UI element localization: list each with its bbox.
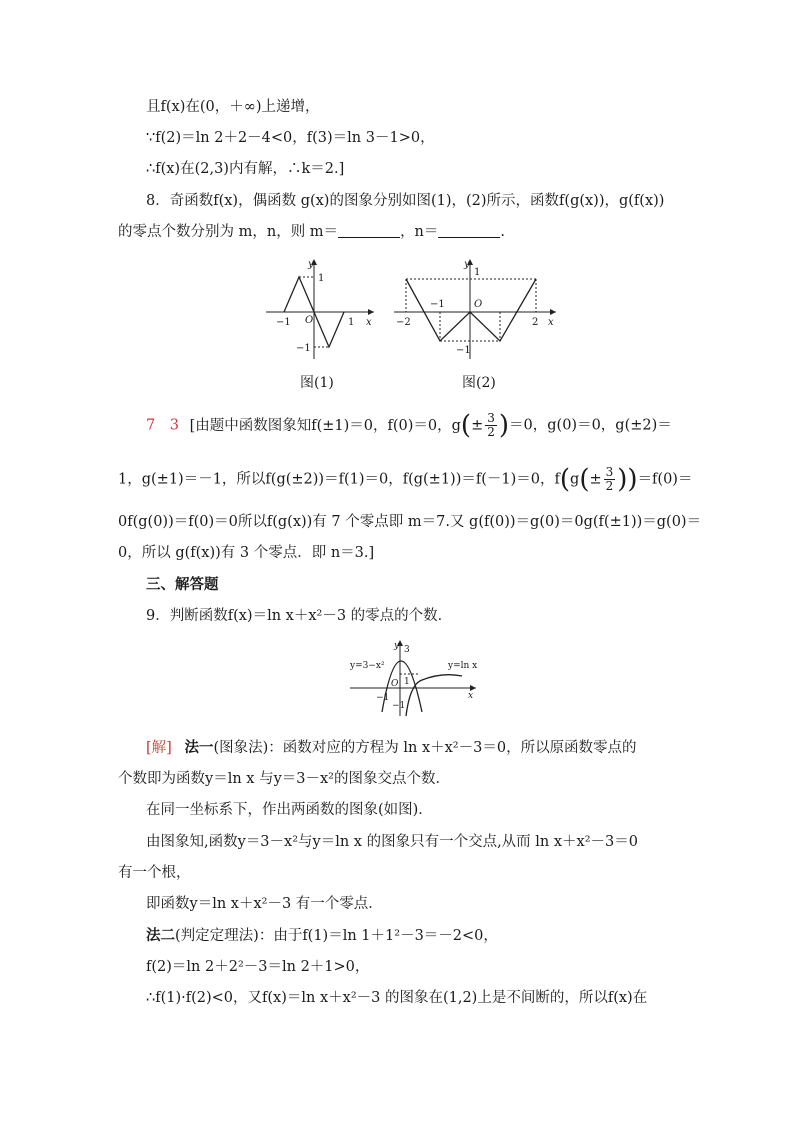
figure-2-graph [390, 255, 560, 363]
x-label: x [548, 317, 554, 328]
tick-label: −1 [376, 693, 390, 703]
x-axis-arrow [550, 309, 556, 315]
tick-label: 1 [318, 273, 325, 284]
paren-open: ( [460, 410, 472, 441]
tick-label: 1 [474, 267, 481, 278]
solution-line-5: 有一个根， [118, 865, 191, 881]
x-label: x [366, 317, 372, 328]
fraction-numerator: 3 [487, 411, 495, 425]
question-8-text: . [500, 224, 506, 240]
question-9: 9．判断函数f(x)＝ln x＋x²－3 的零点的个数． [146, 608, 453, 624]
y-label: y [394, 641, 400, 651]
solution-line-2: 个数即为函数y＝ln x 与y＝3－x²的图象交点个数． [118, 771, 450, 787]
solution-text: (判定定理法)：由于f(1)＝ln 1＋1²－3＝－2<0， [175, 928, 498, 944]
curve-label: y=3−x² [350, 661, 385, 671]
text-line: ∴f(x)在(2,3)内有解，∴k＝2.] [146, 161, 345, 177]
x-axis-arrow [368, 309, 374, 315]
paren-close: ) [498, 410, 510, 441]
answer-line-1 [146, 412, 672, 439]
answer-text: 1，g(±1)＝－1，所以f(g(±2))＝f(1)＝0，f(g(±1))＝f(－1)＝0，f [118, 471, 560, 488]
fraction-denominator: 2 [605, 479, 614, 493]
answer-line-2 [118, 466, 692, 493]
solution-line-1 [146, 738, 637, 758]
method-one-label: 法一 [184, 739, 214, 756]
answer-text: ＝f(0)＝ [637, 471, 693, 488]
origin-label: O [391, 679, 399, 689]
question-8-text: 的零点个数分别为 m，n，则 m＝ [118, 224, 339, 240]
answer-text: [由题中函数图象知f(±1)＝0，f(0)＝0，g [189, 417, 461, 434]
fraction [485, 412, 497, 439]
function-curve-g [406, 279, 539, 341]
answer-blank-n [438, 223, 500, 238]
answer-text: ＝0，g(0)＝0，g(±2)＝ [509, 417, 672, 434]
tick-label: −1 [392, 701, 406, 711]
tick-label: 1 [404, 677, 410, 687]
paren-open: ( [559, 464, 571, 495]
plus-minus: ± [589, 471, 602, 488]
figure-1-graph [262, 255, 378, 363]
method-two-label: 法二 [146, 927, 175, 944]
solution-line-8: f(2)＝ln 2＋2²－3＝ln 2＋1>0， [146, 959, 370, 975]
solution-line-4: 由图象知,函数y＝3－x²与y＝ln x 的图象只有一个交点,从而 ln x＋x²－3＝0 [146, 834, 638, 850]
question-8-text: ，n＝ [400, 224, 439, 240]
tick-label: 2 [532, 317, 539, 328]
answer-line-4: 0，所以 g(f(x))有 3 个零点．即 n＝3.] [118, 545, 375, 561]
tick-label: −1 [430, 299, 445, 310]
solution-line-6: 即函数y＝ln x＋x²－3 有一个零点． [146, 896, 383, 912]
tick-label: −2 [396, 317, 411, 328]
solution-text: (图象法)：函数对应的方程为 ln x＋x²－3＝0，所以原函数零点的 [213, 740, 637, 756]
y-label: y [308, 259, 314, 270]
x-label: x [468, 691, 474, 701]
text-line: ∵f(2)＝ln 2＋2－4<0，f(3)＝ln 3－1>0， [146, 130, 435, 146]
question-8-line-2 [118, 222, 505, 242]
tick-label: −1 [296, 343, 311, 354]
tick-label: −1 [276, 317, 291, 328]
text-line: 且f(x)在(0，＋∞)上递增， [146, 99, 320, 115]
answer-values: 7 3 [146, 417, 179, 434]
figure-2-caption: 图(2) [462, 375, 496, 391]
tick-label: 1 [348, 317, 355, 328]
origin-label: O [474, 299, 483, 310]
figure-3-graph [346, 636, 480, 718]
tick-label: −1 [456, 345, 471, 356]
fraction [604, 466, 616, 493]
paren-open: ( [579, 464, 590, 495]
fraction-numerator: 3 [605, 465, 614, 479]
paren-close: )) [617, 464, 638, 495]
solution-line-3: 在同一坐标系下，作出两函数的图象(如图)． [146, 802, 433, 818]
plus-minus: ± [471, 417, 484, 434]
section-heading: 三、解答题 [146, 576, 219, 593]
tick-label: 3 [404, 645, 410, 655]
solution-line-9: ∴f(1)·f(2)<0，又f(x)＝ln x＋x²－3 的图象在(1,2)上是不间断的，所以f(x)在 [146, 990, 648, 1006]
answer-blank-m [338, 223, 400, 238]
question-8-line-1: 8．奇函数f(x)，偶函数 g(x)的图象分别如图(1)，(2)所示，函数f(g(x))，g(f(x)) [146, 193, 665, 209]
answer-line-3: 0f(g(0))＝f(0)＝0所以f(g(x))有 7 个零点即 m＝7.又 g(f(0))＝g(0)＝0g(f(±1))＝g(0)＝ [118, 514, 702, 530]
solution-line-7 [146, 926, 498, 946]
answer-text: g [570, 471, 580, 488]
solution-tag: [解] [146, 740, 172, 756]
y-label: y [464, 259, 470, 270]
origin-label: O [305, 315, 314, 326]
figure-1-caption: 图(1) [300, 375, 334, 391]
curve-label: y=ln x [448, 661, 478, 671]
fraction-denominator: 2 [487, 425, 495, 439]
